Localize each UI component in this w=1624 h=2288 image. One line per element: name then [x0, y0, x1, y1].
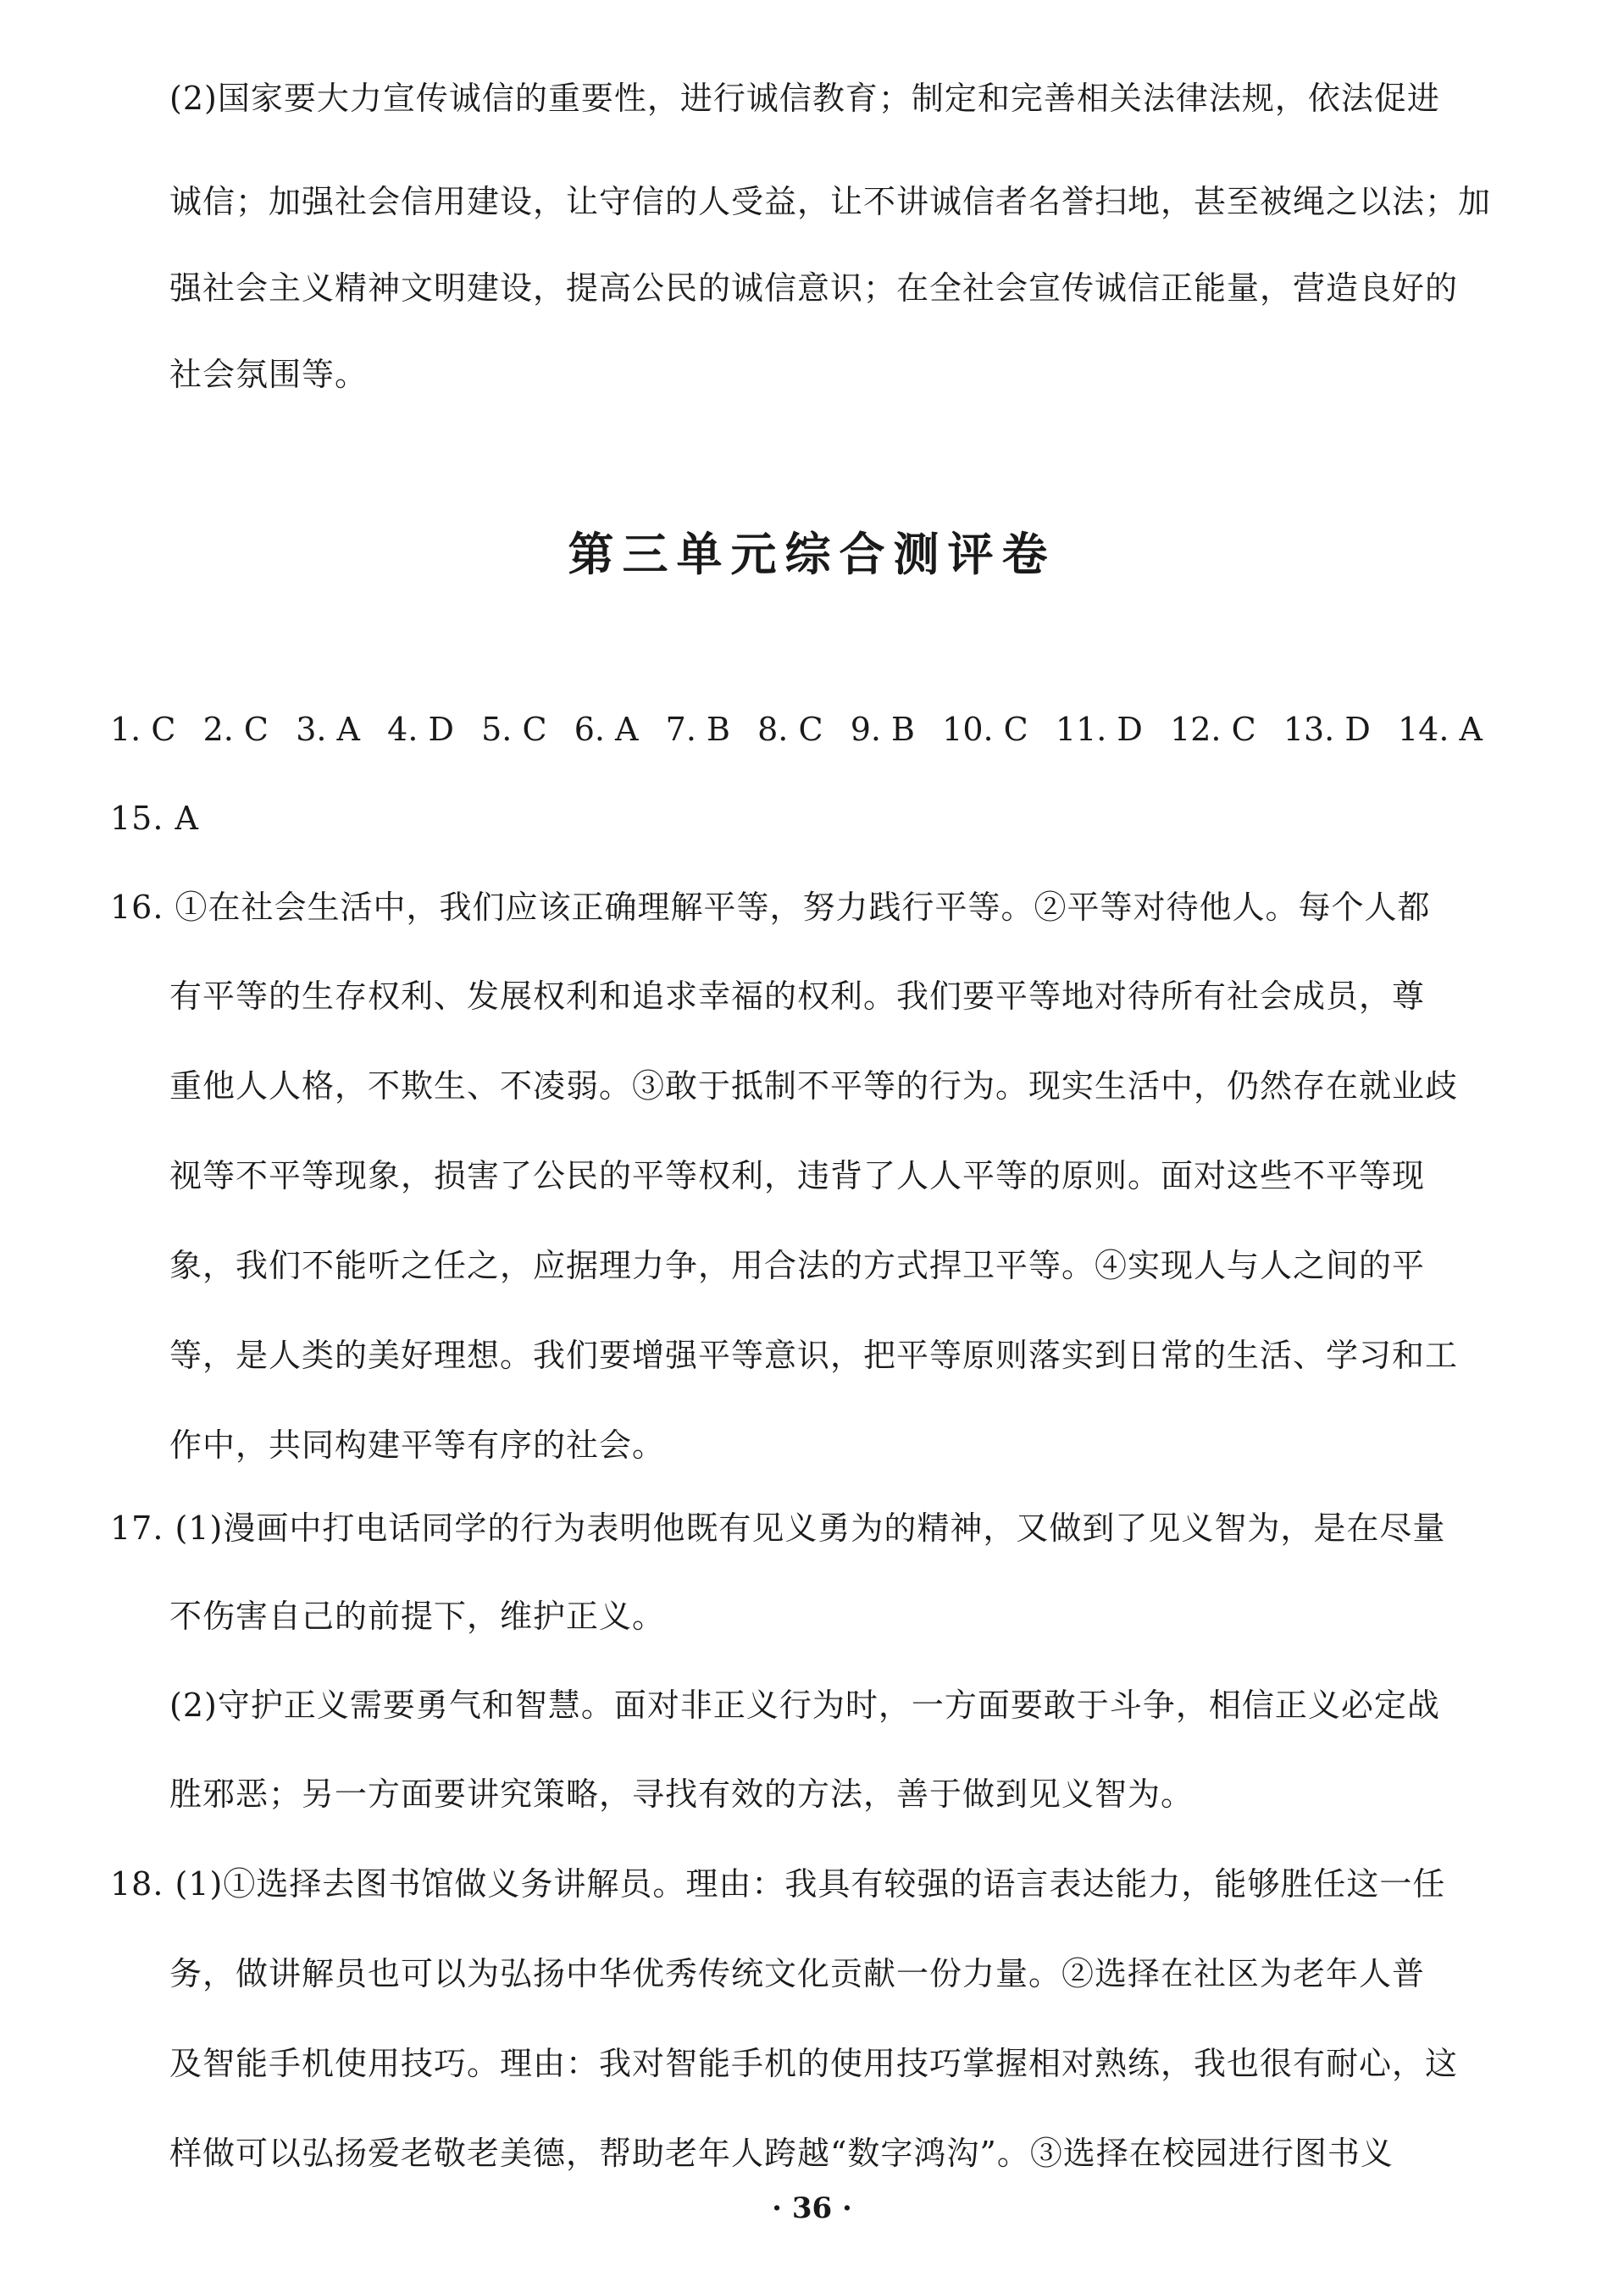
q18-line-1: 18. (1)①选择去图书馆做义务讲解员。理由：我具有较强的语言表达能力，能够胜任这一任 — [110, 1865, 1446, 1903]
answer-item: 13. D — [1283, 711, 1371, 748]
choice-answers-row-2: 15. A — [110, 800, 199, 837]
q16-line-2: 有平等的生存权利、发展权利和追求幸福的权利。我们要平等地对待所有社会成员，尊 — [169, 978, 1426, 1015]
q16-line-7: 作中，共同构建平等有序的社会。 — [169, 1427, 666, 1464]
q16-line-6: 等，是人类的美好理想。我们要增强平等意识，把平等原则落实到日常的生活、学习和工 — [169, 1337, 1459, 1374]
q18-line-3: 及智能手机使用技巧。理由：我对智能手机的使用技巧掌握相对熟练，我也很有耐心，这 — [169, 2045, 1459, 2082]
q16-line-3: 重他人人格，不欺生、不凌弱。③敢于抵制不平等的行为。现实生活中，仍然存在就业歧 — [169, 1067, 1459, 1105]
q16-line-1: 16. ①在社会生活中，我们应该正确理解平等，努力践行平等。②平等对待他人。每个人都 — [110, 889, 1431, 926]
q16-line-4: 视等不平等现象，损害了公民的平等权利，违背了人人平等的原则。面对这些不平等现 — [169, 1157, 1426, 1194]
q17-line-1: 17. (1)漫画中打电话同学的行为表明他既有见义勇为的精神，又做到了见义智为，是在尽量 — [110, 1510, 1446, 1547]
intro-line-4: 社会氛围等。 — [169, 356, 369, 393]
answer-item: 3. A — [296, 711, 360, 748]
answer-item: 4. D — [387, 711, 454, 748]
q18-line-4: 样做可以弘扬爱老敬老美德，帮助老年人跨越“数字鸿沟”。③选择在校园进行图书义 — [169, 2135, 1394, 2172]
answer-item: 8. C — [757, 711, 823, 748]
q17-line-2: 不伤害自己的前提下，维护正义。 — [169, 1598, 666, 1635]
page-number: · 36 · — [772, 2191, 852, 2225]
q17-line-3: (2)守护正义需要勇气和智慧。面对非正义行为时，一方面要敢于斗争，相信正义必定战 — [169, 1687, 1440, 1724]
answer-item: 12. C — [1170, 711, 1256, 748]
intro-line-2: 诚信；加强社会信用建设，让守信的人受益，让不讲诚信者名誉扫地，甚至被绳之以法；加 — [169, 183, 1492, 220]
q18-line-2: 务，做讲解员也可以为弘扬中华优秀传统文化贡献一份力量。②选择在社区为老年人普 — [169, 1955, 1426, 1992]
answer-item: 14. A — [1397, 711, 1483, 748]
answer-item: 7. B — [665, 711, 730, 748]
answer-item: 5. C — [481, 711, 547, 748]
answer-item: 2. C — [202, 711, 269, 748]
intro-line-1: (2)国家要大力宣传诚信的重要性，进行诚信教育；制定和完善相关法律法规，依法促进 — [169, 80, 1440, 117]
answer-item: 10. C — [942, 711, 1028, 748]
intro-line-3: 强社会主义精神文明建设，提高公民的诚信意识；在全社会宣传诚信正能量，营造良好的 — [169, 269, 1459, 307]
q17-line-4: 胜邪恶；另一方面要讲究策略，寻找有效的方法，善于做到见义智为。 — [169, 1776, 1194, 1813]
q16-line-5: 象，我们不能听之任之，应据理力争，用合法的方式捍卫平等。④实现人与人之间的平 — [169, 1247, 1426, 1284]
section-title: 第三单元综合测评卷 — [568, 528, 1056, 581]
answer-item: 1. C — [110, 711, 176, 748]
answer-item: 11. D — [1055, 711, 1143, 748]
answer-item: 9. B — [850, 711, 915, 748]
answer-item: 6. A — [574, 711, 639, 748]
choice-answers-row-1 — [110, 707, 1483, 751]
